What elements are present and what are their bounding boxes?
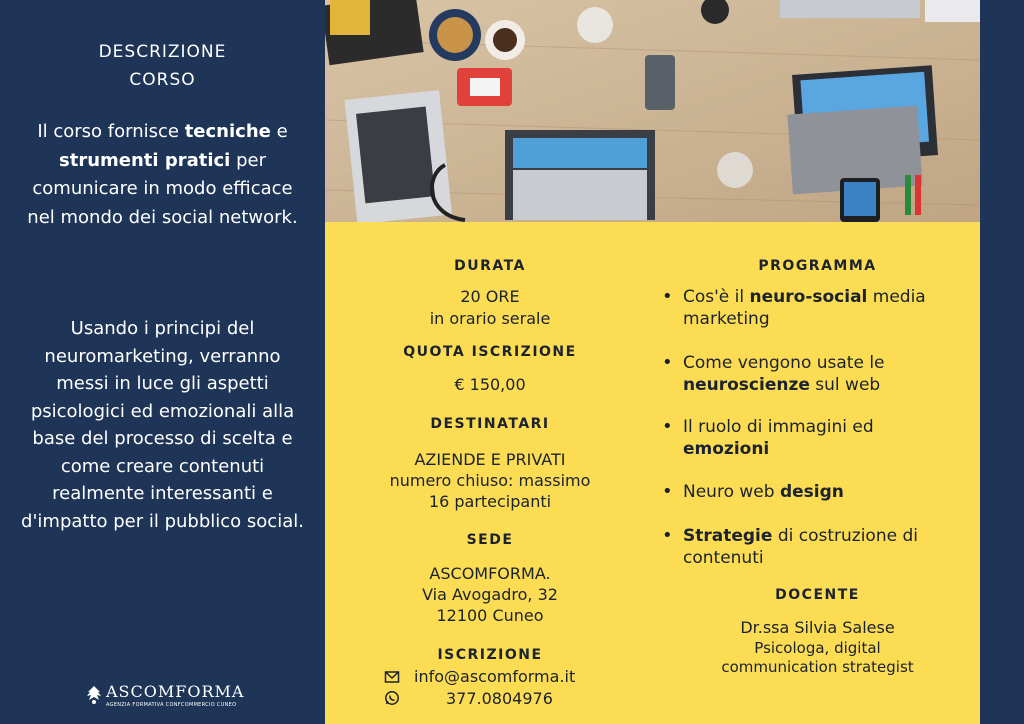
para1-bold-1: tecniche: [184, 121, 271, 142]
section-title: [0, 38, 325, 94]
left-panel: [0, 0, 325, 724]
programma-heading: PROGRAMMA: [758, 258, 877, 274]
docente-role-1: Psicologa, digital: [754, 639, 881, 657]
title-line-1: DESCRIZIONE: [98, 42, 227, 62]
destinatari-line-3: 16 partecipanti: [428, 492, 552, 511]
right-navy-strip: [980, 0, 1024, 724]
item1-text-a: Cos'è il: [683, 287, 750, 307]
quota-heading: QUOTA ISCRIZIONE: [403, 344, 577, 360]
description-paragraph-2: Usando i principi del neuromarketing, verranno messi in luce gli aspetti psicologici ed emozionali alla base del processo di scelta e come creare contenuti realmente interessanti e d'impatto per il pubblico social.: [21, 318, 304, 532]
durata-line-2: in orario serale: [429, 309, 551, 328]
item1-bold: neuro-social: [749, 287, 868, 307]
item2-text-a: Come vengono usate le: [683, 353, 885, 373]
docente-role-2: communication strategist: [721, 658, 914, 676]
destinatari-line-2: numero chiuso: massimo: [389, 471, 591, 490]
para1-text-d: per comunicare in modo efficace nel mondo dei social network.: [27, 149, 298, 228]
item3-bold: emozioni: [683, 439, 770, 459]
para1-bold-2: strumenti pratici: [59, 149, 231, 171]
programma-item-1: [683, 286, 963, 330]
item2-bold: neuroscienze: [683, 375, 810, 395]
sede-line-1: ASCOMFORMA.: [429, 564, 551, 583]
logo-subtitle: AGENZIA FORMATIVA CONFCOMMERCIO CUNEO: [106, 702, 237, 708]
item4-text-a: Neuro web: [683, 482, 780, 502]
item3-text-a: Il ruolo di immagini ed: [683, 417, 874, 437]
logo-name: ASCOMFORMA: [106, 682, 245, 701]
iscrizione-heading: ISCRIZIONE: [437, 647, 543, 663]
programma-item-2: [683, 352, 963, 396]
programma-item-5: [683, 525, 963, 569]
durata-line-1: 20 ORE: [460, 287, 520, 306]
description-paragraph-1: [20, 118, 305, 232]
sede-line-2: Via Avogadro, 32: [422, 585, 558, 604]
item5-bold: Strategie: [683, 526, 773, 546]
para1-text-c: e: [270, 121, 288, 142]
destinatari-heading: DESTINATARI: [430, 416, 550, 432]
docente-heading: DOCENTE: [775, 587, 860, 603]
durata-heading: DURATA: [454, 258, 526, 274]
sede-heading: SEDE: [466, 532, 514, 548]
programma-item-4: [683, 481, 963, 503]
sede-line-3: 12100 Cuneo: [436, 606, 544, 625]
title-line-2: CORSO: [129, 70, 196, 90]
item2-text-c: sul web: [809, 375, 881, 395]
whatsapp-icon: [384, 690, 400, 706]
course-details-panel: [325, 222, 980, 724]
quota-value: € 150,00: [454, 375, 526, 394]
mail-icon: [384, 669, 400, 685]
ascomforma-logo: [84, 682, 244, 712]
iscrizione-email[interactable]: info@ascomforma.it: [414, 667, 576, 686]
docente-name: Dr.ssa Silvia Salese: [740, 618, 895, 637]
para1-text-a: Il corso fornisce: [37, 121, 185, 142]
item1-text-c: media marketing: [683, 287, 926, 329]
desk-photo-illustration: [325, 0, 980, 222]
iscrizione-phone[interactable]: 377.0804976: [446, 689, 553, 708]
desk-photo: [325, 0, 980, 222]
item5-text-c: di costruzione di contenuti: [683, 526, 918, 568]
programma-item-3: [683, 416, 963, 460]
item4-bold: design: [779, 482, 844, 502]
destinatari-line-1: AZIENDE E PRIVATI: [414, 450, 566, 469]
logo-mark-icon: [84, 684, 104, 706]
